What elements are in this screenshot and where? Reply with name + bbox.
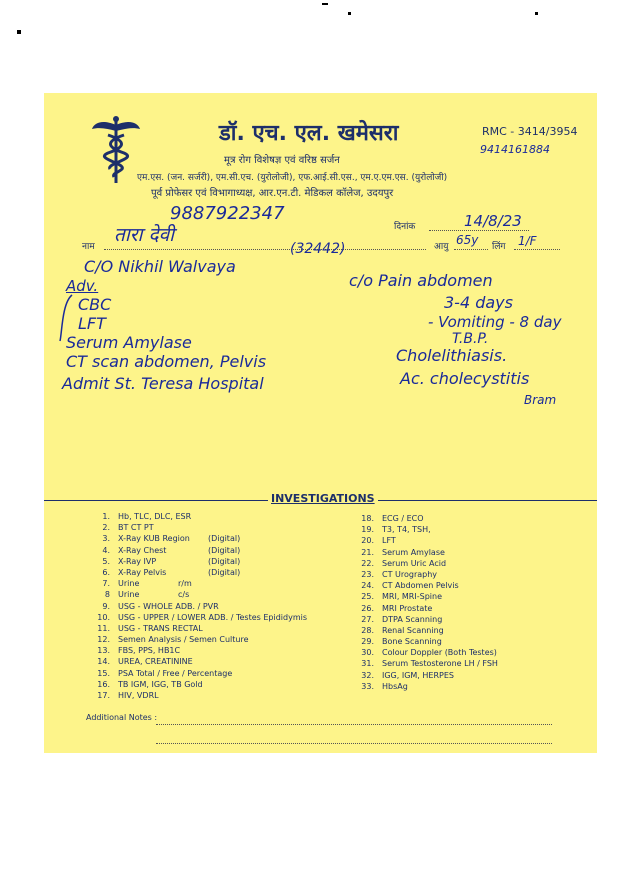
investigation-item: 27. DTPA Scanning [361,614,443,624]
handwritten-date: 14/8/23 [464,212,522,230]
investigations-rule-right [374,500,597,501]
scan-speck [322,3,328,5]
investigation-item: 20. LFT [361,536,396,546]
age-line [454,249,488,250]
name-label: नाम [82,242,95,252]
investigation-item: 11. USG - TRANS RECTAL [97,623,203,633]
handwritten-complaint: c/o Pain abdomen [349,271,493,290]
specialty: मूत्र रोग विशेषज्ञ एवं वरिष्ठ सर्जन [224,155,340,166]
handwritten-code: (32442) [290,241,346,257]
name-line [104,249,426,250]
investigation-item: 12. Semen Analysis / Semen Culture [97,635,249,645]
investigation-item: 17. HIV, VDRL [97,691,159,700]
handwritten-test: CBC [78,295,112,314]
handwritten-signature: Bram [524,393,557,407]
sex-label: लिंग [492,242,506,252]
handwritten-duration: 3-4 days [444,293,513,312]
handwritten-sex: 1/F [518,234,537,248]
investigation-item: 10. USG - UPPER / LOWER ADB. / Testes Epididymis [97,612,308,622]
investigations-title: INVESTIGATIONS [268,492,378,505]
investigation-item: 28. Renal Scanning [361,625,444,635]
investigation-item: 4. X-Ray Chest (Digital) [102,545,241,555]
age-label: आयु [434,242,449,252]
investigation-item: 7. Urine r/m [102,579,192,589]
investigation-item: 16. TB IGM, IGG, TB Gold [97,679,203,689]
investigation-item: 1. Hb, TLC, DLC, ESR [102,512,192,521]
investigation-item: 6. X-Ray Pelvis (Digital) [102,567,241,577]
handwritten-diagnosis: Cholelithiasis. [396,346,508,365]
investigation-item: 13. FBS, PPS, HB1C [97,646,181,656]
handwritten-phone-top: 9414161884 [480,143,550,156]
designation: पूर्व प्रोफेसर एवं विभागाध्यक्ष, आर.एन.टी. मेडिकल कॉलेज, उदयपुर [151,188,394,199]
investigation-item: 9. USG - WHOLE ADB. / PVR [102,601,219,611]
scan-speck [535,12,538,15]
date-label: दिनांक [394,222,416,232]
scan-speck [17,30,21,34]
doctor-name: डॉ. एच. एल. खमेसरा [219,121,399,146]
investigation-item: 2. BT CT PT [102,523,154,533]
handwritten-tbp: T.B.P. [452,331,489,347]
investigation-item: 25. MRI, MRI-Spine [361,592,442,602]
date-line [429,230,529,231]
investigations-rule-left [44,500,268,501]
handwritten-test: LFT [78,314,106,333]
handwritten-name: तारा देवी [114,224,175,246]
investigation-item: 32. IGG, IGM, HERPES [361,670,454,680]
investigation-item: 18. ECG / ECO [361,514,424,523]
investigation-item: 23. CT Urography [361,569,438,579]
notes-line-2 [156,743,552,744]
additional-notes-label: Additional Notes : [86,713,158,722]
investigation-item: 8 Urine c/s [104,590,190,600]
handwritten-phone: 9887922347 [170,203,285,224]
prescription-sheet [44,93,597,753]
scan-speck [348,12,351,15]
investigation-item: 30. Colour Doppler (Both Testes) [361,648,497,658]
handwritten-care-of: C/O Nikhil Walvaya [84,257,236,276]
investigation-item: 31. Serum Testosterone LH / FSH [361,659,498,669]
investigation-item: 19. T3, T4, TSH, [361,525,431,535]
investigation-item: 22. Serum Uric Acid [361,558,447,568]
handwritten-diagnosis: Ac. cholecystitis [400,369,530,388]
investigation-item: 3. X-Ray KUB Region (Digital) [102,534,241,544]
investigation-item: 21. Serum Amylase [361,547,445,557]
investigation-item: 33. HbsAg [361,681,408,691]
bracket-mark [58,293,74,343]
handwritten-adv: Adv. [66,277,99,295]
investigation-item: 14. UREA, CREATININE [97,657,193,667]
caduceus-logo-icon [92,115,140,185]
investigation-item: 5. X-Ray IVP (Digital) [102,556,241,566]
investigation-item: 26. MRI Prostate [361,603,433,613]
investigation-item: 29. Bone Scanning [361,637,442,647]
sex-line [514,249,560,250]
handwritten-test: Serum Amylase [66,333,192,352]
handwritten-age: 65y [456,233,479,247]
rmc-number: RMC - 3414/3954 [482,125,578,138]
investigations-right-list [352,513,572,692]
investigations-left-list [88,511,318,701]
handwritten-test: CT scan abdomen, Pelvis [66,352,267,371]
handwritten-vomiting: - Vomiting - 8 day [428,313,562,331]
investigation-item: 24. CT Abdomen Pelvis [361,581,459,591]
notes-line-1 [156,724,552,725]
handwritten-test: Admit St. Teresa Hospital [62,374,264,393]
investigation-item: 15. PSA Total / Free / Percentage [97,668,233,678]
degrees: एम.एस. (जन. सर्जरी), एम.सी.एच. (युरोलोजी), एफ.आई.सी.एस., एम.ए.एम.एस. (युरोलोजी) [137,173,448,183]
